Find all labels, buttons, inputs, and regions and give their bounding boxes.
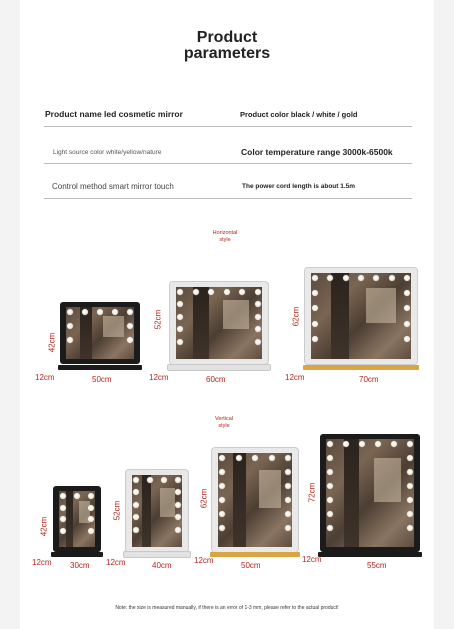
bulb-light — [219, 511, 225, 517]
dimension-depth: 12cm — [35, 373, 55, 382]
page-title-line1: Product — [196, 29, 258, 46]
dimension-height: 52cm — [112, 500, 122, 521]
dimension-depth: 12cm — [194, 556, 214, 565]
bulb-light — [312, 275, 318, 281]
dimension-width: 50cm — [92, 375, 112, 384]
bulb-light — [161, 477, 167, 483]
bulb-light — [358, 275, 364, 281]
bulb-light — [359, 441, 365, 447]
bulb-light — [269, 455, 275, 461]
bulb-light — [74, 493, 80, 499]
bulb-light — [147, 477, 153, 483]
bulb-light — [327, 497, 333, 503]
bulb-light — [327, 455, 333, 461]
bulb-light — [285, 469, 291, 475]
mirror-horizontal-60cm — [170, 282, 268, 364]
bulb-light — [255, 314, 261, 320]
bulb-light — [255, 289, 261, 295]
bulb-light — [407, 497, 413, 503]
mirror-base — [168, 365, 270, 370]
mirror-glass — [176, 287, 262, 359]
bulb-light — [219, 525, 225, 531]
dimension-height: 42cm — [39, 516, 49, 537]
bulb-light — [175, 502, 181, 508]
bulb-light — [407, 455, 413, 461]
mirror-vertical-55cm — [320, 434, 420, 552]
bulb-light — [404, 275, 410, 281]
bulb-light — [224, 289, 230, 295]
bulb-light — [219, 497, 225, 503]
bulb-light — [285, 511, 291, 517]
mirror-base — [210, 552, 300, 557]
bulb-light — [312, 321, 318, 327]
bulb-light — [327, 525, 333, 531]
bulb-light — [327, 511, 333, 517]
param-product-name: Product name led cosmetic mirror — [45, 109, 183, 119]
mirror-base — [51, 552, 103, 557]
bulb-light — [88, 516, 94, 522]
mirror-base — [124, 552, 190, 557]
mirror-vertical-30cm — [53, 486, 101, 552]
bulb-light — [312, 336, 318, 342]
dimension-depth: 12cm — [106, 558, 126, 567]
bulb-light — [133, 477, 139, 483]
mirror-vertical-40cm — [126, 470, 188, 552]
bulb-light — [175, 527, 181, 533]
bulb-light — [133, 502, 139, 508]
bulb-light — [127, 323, 133, 329]
vertical-label-line1: Vertical — [214, 416, 234, 422]
mirror-vertical-50cm — [212, 448, 298, 552]
bulb-light — [112, 309, 118, 315]
dimension-width: 40cm — [152, 561, 172, 570]
horizontal-style-label — [205, 230, 245, 244]
mirror-glass — [218, 453, 292, 547]
bulb-light — [60, 516, 66, 522]
bulb-light — [88, 528, 94, 534]
bulb-light — [255, 339, 261, 345]
bulb-light — [343, 275, 349, 281]
bulb-light — [407, 469, 413, 475]
bulb-light — [343, 441, 349, 447]
dimension-width: 55cm — [367, 561, 387, 570]
mirror-glass — [311, 273, 411, 359]
dimension-height: 72cm — [307, 482, 317, 503]
bulb-light — [219, 455, 225, 461]
bulb-light — [67, 323, 73, 329]
mirror-base — [58, 365, 142, 370]
dimension-depth: 12cm — [285, 373, 305, 382]
bulb-light — [88, 493, 94, 499]
vertical-label-line2: style — [218, 423, 230, 429]
bulb-light — [60, 528, 66, 534]
bulb-light — [219, 469, 225, 475]
bulb-light — [327, 483, 333, 489]
bulb-light — [375, 441, 381, 447]
bulb-light — [391, 441, 397, 447]
bulb-light — [67, 309, 73, 315]
mirror-base — [303, 365, 419, 370]
divider — [44, 198, 412, 199]
bulb-light — [236, 455, 242, 461]
vertical-style-label — [204, 416, 244, 430]
bulb-light — [407, 483, 413, 489]
bulb-light — [60, 493, 66, 499]
bulb-light — [285, 497, 291, 503]
bulb-light — [133, 527, 139, 533]
param-color-temperature: Color temperature range 3000k-6500k — [241, 147, 393, 157]
product-page — [20, 0, 434, 629]
dimension-height: 52cm — [153, 309, 163, 330]
bulb-light — [404, 321, 410, 327]
bulb-light — [193, 289, 199, 295]
mirror-horizontal-70cm — [305, 268, 417, 364]
bulb-light — [389, 275, 395, 281]
mirror-glass — [132, 475, 182, 547]
bulb-light — [404, 336, 410, 342]
dimension-height: 42cm — [47, 332, 57, 353]
bulb-light — [177, 314, 183, 320]
bulb-light — [127, 337, 133, 343]
bulb-light — [285, 483, 291, 489]
divider — [44, 163, 412, 164]
mirror-horizontal-50cm — [60, 302, 140, 364]
bulb-light — [407, 441, 413, 447]
bulb-light — [127, 309, 133, 315]
mirror-glass — [326, 439, 414, 547]
param-product-color: Product color black / white / gold — [240, 110, 358, 119]
bulb-light — [60, 505, 66, 511]
bulb-light — [67, 337, 73, 343]
divider — [44, 126, 412, 127]
bulb-light — [219, 483, 225, 489]
horizontal-label-line1: Horizontal — [212, 230, 238, 236]
dimension-width: 70cm — [359, 375, 379, 384]
bulb-light — [407, 525, 413, 531]
bulb-light — [177, 339, 183, 345]
mirror-base — [318, 552, 422, 557]
dimension-depth: 12cm — [302, 555, 322, 564]
dimension-depth: 12cm — [149, 373, 169, 382]
dimension-depth: 12cm — [32, 558, 52, 567]
param-control-method: Control method smart mirror touch — [52, 182, 174, 191]
bulb-light — [407, 511, 413, 517]
page-title-line2: parameters — [183, 45, 271, 62]
bulb-light — [327, 469, 333, 475]
bulb-light — [97, 309, 103, 315]
bulb-light — [88, 505, 94, 511]
param-power-cord: The power cord length is about 1.5m — [242, 183, 356, 190]
bulb-light — [285, 525, 291, 531]
dimension-height: 62cm — [199, 488, 209, 509]
dimension-width: 30cm — [70, 561, 90, 570]
param-light-source: Light source color white/yellow/nature — [53, 149, 162, 156]
bulb-light — [177, 289, 183, 295]
bulb-light — [175, 477, 181, 483]
bulb-light — [285, 455, 291, 461]
bulb-light — [327, 441, 333, 447]
footer-note: Note: the size is measured manually, if there is an error of 1-3 mm, please refer to the actual product! — [115, 605, 339, 611]
dimension-width: 60cm — [206, 375, 226, 384]
dimension-height: 62cm — [291, 306, 301, 327]
bulb-light — [82, 309, 88, 315]
dimension-width: 50cm — [241, 561, 261, 570]
bulb-light — [252, 455, 258, 461]
horizontal-label-line2: style — [219, 237, 231, 243]
